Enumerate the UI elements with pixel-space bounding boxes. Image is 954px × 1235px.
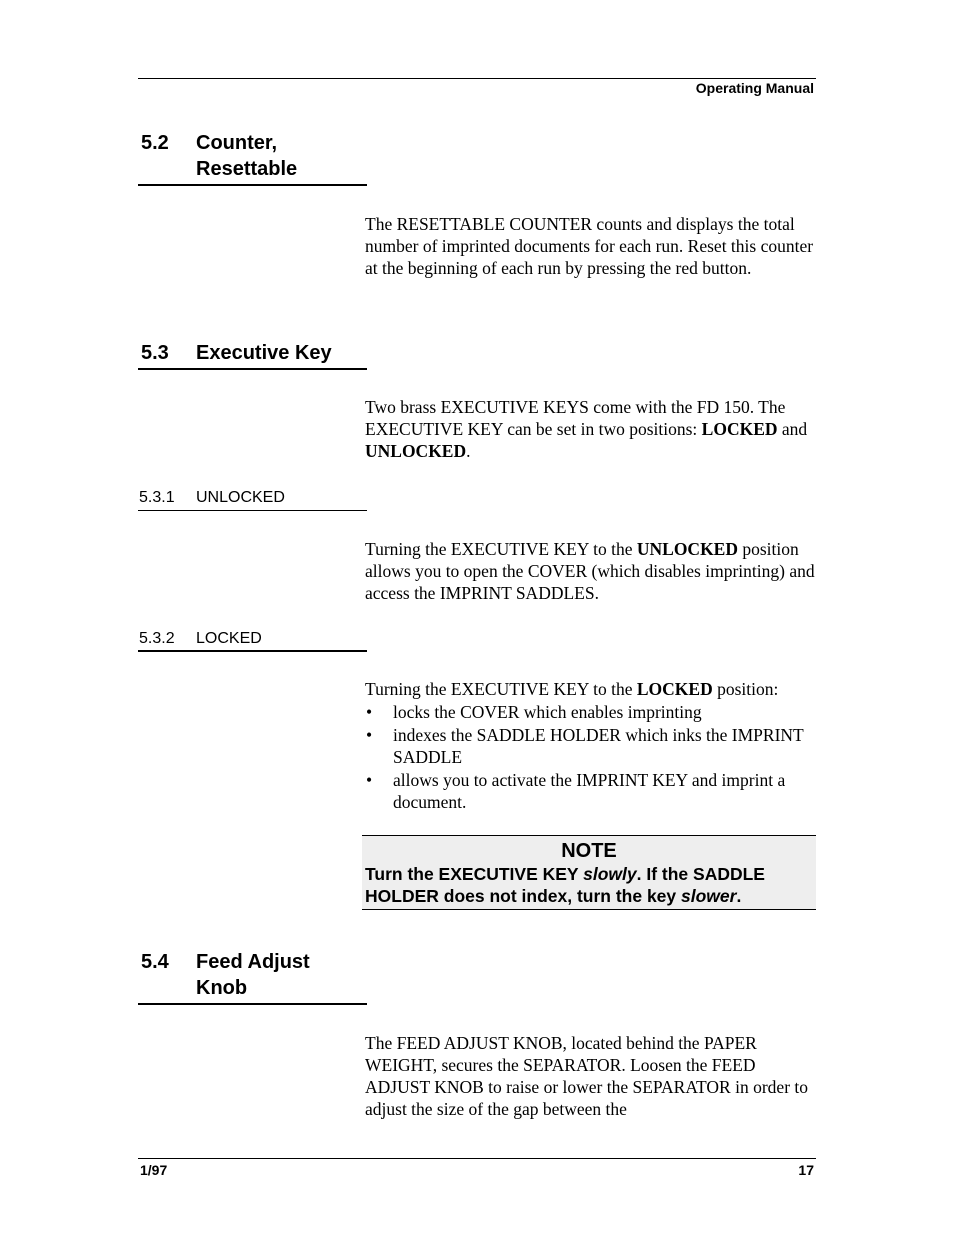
footer-rule [138,1158,816,1159]
section-body [365,213,820,279]
section-number: 5.4 [141,951,169,973]
bullet-icon: • [366,725,373,745]
subsection-title: UNLOCKED [196,489,285,506]
body-paragraph [365,396,820,462]
section-title-line: Resettable [196,158,298,180]
list-item-text: locks the COVER which enables imprinting [393,702,702,722]
note-text [362,863,816,907]
list-item-text: allows you to activate the IMPRINT KEY and imprint a document. [393,770,786,812]
bullet-icon: • [366,702,373,722]
body-text: Two brass EXECUTIVE KEYS come with the FD 150. The EXECUTIVE KEY can be set in two positions: [365,397,786,439]
body-paragraph [365,538,820,604]
running-head: Operating Manual [695,80,814,96]
section-title-line: Counter, [196,132,278,154]
note-text-part: Turn the EXECUTIVE KEY [365,864,584,884]
list-item [365,701,820,723]
note-emphasis: slowly [583,864,637,884]
footer-date: 1/97 [140,1162,168,1178]
list-item [365,724,820,768]
subsection-number: 5.3.1 [139,489,175,506]
section-number: 5.3 [141,342,169,364]
body-paragraph: The FEED ADJUST KNOB, located behind the PAPER WEIGHT, secures the SEPARATOR. Loosen the FEED ADJUST KNOB to raise or lower the SEPARATOR in order to adjust the size of the gap between the [365,1033,809,1119]
body-bold-text: LOCKED [701,419,778,439]
body-bold-text: LOCKED [636,679,713,699]
body-paragraph [365,678,820,700]
section-body [365,396,820,462]
section-rule [138,1003,367,1005]
section-title: Executive Key [196,342,332,364]
list-item [365,769,820,813]
body-text: and [777,419,808,439]
note-emphasis: slower [681,886,737,906]
body-bold-text: UNLOCKED [636,539,738,559]
body-text: position: [712,679,779,699]
bullet-list [365,701,820,813]
body-text: . [466,441,471,461]
list-item-text: indexes the SADDLE HOLDER which inks the IMPRINT SADDLE [393,725,804,767]
section-rule [138,368,367,370]
subsection-rule [138,650,367,652]
body-text: Turning the EXECUTIVE KEY to the [365,539,637,559]
note-title: NOTE [561,840,617,862]
subsection-body [365,678,820,813]
subsection-body [365,538,820,604]
body-text: position allows you to open the COVER (which disables imprinting) and access the IMPRINT SADDLES. [365,539,815,603]
section-number: 5.2 [141,132,169,154]
page-number: 17 [798,1162,814,1178]
subsection-number: 5.3.2 [139,630,175,647]
section-rule [138,184,367,186]
section-title-line: Knob [196,977,248,999]
note-text-part: . If the SADDLE HOLDER does not index, turn the key [365,864,765,906]
subsection-rule [138,510,367,511]
bullet-icon: • [366,770,373,790]
subsection-title: LOCKED [196,630,262,647]
section-title [196,130,297,182]
header-rule [138,78,816,79]
body-bold-text: UNLOCKED [365,441,467,461]
section-title [196,949,310,1001]
section-body [365,1032,820,1120]
body-text: Turning the EXECUTIVE KEY to the [365,679,637,699]
note-text-part: . [736,886,742,906]
section-title-line: Feed Adjust [196,951,310,973]
body-paragraph: The RESETTABLE COUNTER counts and displays the total number of imprinted documents for each run. Reset this counter at the beginning of each run by pressing the red button. [365,214,814,278]
note-box [362,835,816,910]
